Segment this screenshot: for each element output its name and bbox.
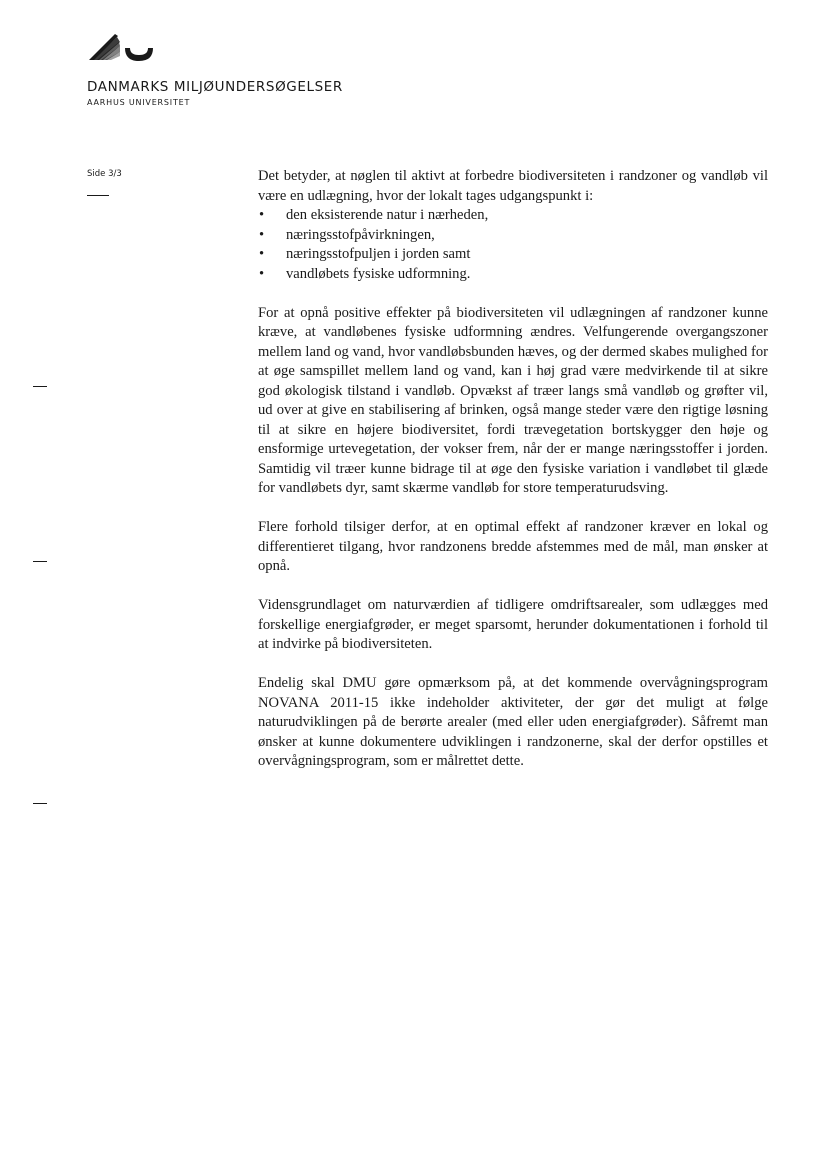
list-item — [258, 226, 768, 246]
list-item-text: vandløbets fysiske udformning. — [286, 265, 471, 282]
organization-name: DANMARKS MILJØUNDERSØGELSER — [87, 79, 343, 95]
list-item-text: den eksisterende natur i nærheden, — [286, 207, 489, 223]
fold-mark-middle — [33, 561, 47, 562]
list-item-text: næringsstofpuljen i jorden samt — [286, 246, 471, 262]
fold-mark-top — [33, 386, 47, 387]
paragraph-monitoring: Endelig skal DMU gøre opmærksom på, at det kommende overvågningsprogram NOVANA 2011-15 ikke indeholder aktiviteter, der gør det muligt at følge naturudviklingen på de berørte arealer (med eller uden energiafgrøder). Såfremt man ønsker at kunne dokumentere udviklingen i randzonerne, skal der derfor opstilles et overvågningsprogram, som er målrettet dette. — [258, 675, 768, 769]
list-item — [258, 245, 768, 265]
bullet-icon: • — [259, 246, 265, 262]
fold-mark-bottom — [33, 803, 47, 804]
paragraph-effects: For at opnå positive effekter på biodiversiteten vil udlægningen af randzoner kunne kræve, at vandløbenes fysiske udformning ændres. Velfungerende overgangszoner mellem land og vand, hvor vandløbsbunden hæves, og der dermed skabes mulighed for at øge samspillet mellem land og vand, kan i høj grad være medvirkende til at sikre god økologisk tilstand i vandløb. Opvækst af træer langs små vandløb og grøfter vil, ud over at give en stabilisering af brinken, også mange steder være den rigtige løsning til at sikre en højere biodiversitet, fordi trævegetation bortskygger den høje og ensformige urtevegetation, der vokser frem, når der er mange næringsstoffer i jorden. Samtidig vil træer kunne bidrage til at øge den fysiske variation i vandløbet til glæde for vandløbets dyr, samt skærme vandløb for store temperaturudsving. — [258, 304, 768, 496]
organization-subtitle: AARHUS UNIVERSITET — [87, 98, 191, 107]
page-number: Side 3/3 — [87, 169, 122, 179]
list-item — [258, 265, 768, 285]
bullet-icon: • — [259, 226, 265, 243]
bullet-icon: • — [259, 265, 265, 282]
paragraph-conditions: Flere forhold tilsiger derfor, at en optimal effekt af randzoner kræver en lokal og differentieret tilgang, hvor randzonens bredde afstemmes med de mål, man ønsker at opnå. — [258, 519, 768, 574]
list-item-text: næringsstofpåvirkningen, — [286, 226, 435, 243]
bullet-list — [258, 206, 768, 284]
bullet-icon: • — [259, 207, 265, 223]
dmu-logo-icon — [87, 30, 161, 78]
intro-paragraph: Det betyder, at nøglen til aktivt at forbedre biodiversiteten i randzoner og vandløb vil være en udlægning, hvor der lokalt tages udgangspunkt i: — [258, 168, 768, 204]
list-item — [258, 206, 768, 226]
page-number-rule — [87, 195, 109, 196]
paragraph-knowledge: Vidensgrundlaget om naturværdien af tidligere omdriftsarealer, som udlægges med forskellige energiafgrøder, er meget sparsomt, herunder dokumentationen i forhold til at indvirke på biodiversiteten. — [258, 597, 768, 652]
letter-body — [258, 167, 768, 772]
